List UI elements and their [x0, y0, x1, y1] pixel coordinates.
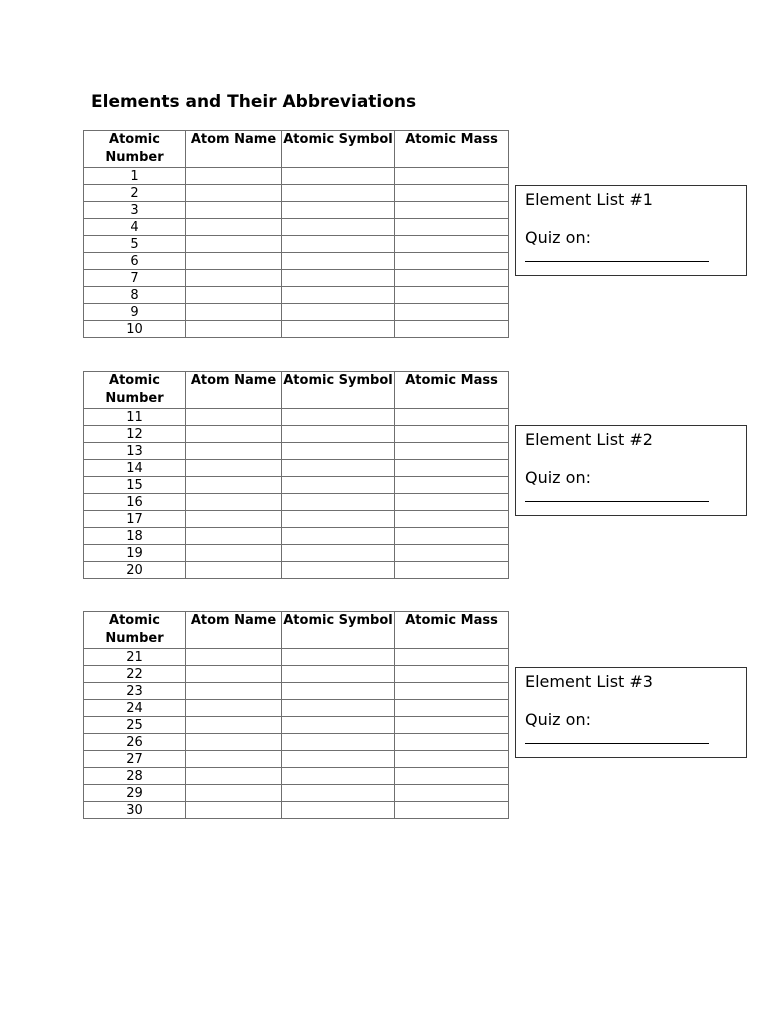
atomic-symbol-cell[interactable] [282, 768, 395, 785]
quiz-date-blank-line[interactable] [525, 743, 709, 744]
atomic-symbol-cell[interactable] [282, 802, 395, 819]
atomic-mass-cell[interactable] [395, 270, 509, 287]
atomic-number-cell: 25 [84, 717, 186, 734]
atomic-symbol-cell[interactable] [282, 649, 395, 666]
atom-name-cell[interactable] [186, 287, 282, 304]
table-row [84, 236, 509, 253]
atom-name-cell[interactable] [186, 477, 282, 494]
atomic-symbol-cell[interactable] [282, 683, 395, 700]
atomic-mass-cell[interactable] [395, 562, 509, 579]
col-header-atom-name: Atom Name [186, 612, 282, 649]
atomic-symbol-cell[interactable] [282, 185, 395, 202]
atomic-symbol-cell[interactable] [282, 562, 395, 579]
atomic-number-cell: 14 [84, 460, 186, 477]
col-header-atomic-mass: Atomic Mass [395, 372, 509, 409]
atomic-symbol-cell[interactable] [282, 287, 395, 304]
atomic-number-cell: 29 [84, 785, 186, 802]
atom-name-cell[interactable] [186, 409, 282, 426]
col-header-atomic-mass: Atomic Mass [395, 131, 509, 168]
atomic-number-cell: 21 [84, 649, 186, 666]
atomic-number-cell: 5 [84, 236, 186, 253]
atomic-mass-cell[interactable] [395, 751, 509, 768]
table-header-row [84, 372, 509, 409]
atom-name-cell[interactable] [186, 666, 282, 683]
atomic-symbol-cell[interactable] [282, 545, 395, 562]
atomic-mass-cell[interactable] [395, 717, 509, 734]
atomic-mass-cell[interactable] [395, 460, 509, 477]
col-header-atomic-number: Atomic Number [84, 612, 186, 649]
table-row [84, 768, 509, 785]
atom-name-cell[interactable] [186, 219, 282, 236]
table-row [84, 477, 509, 494]
table-row [84, 168, 509, 185]
table-row [84, 683, 509, 700]
table-row [84, 649, 509, 666]
atomic-symbol-cell[interactable] [282, 304, 395, 321]
atomic-mass-cell[interactable] [395, 443, 509, 460]
atom-name-cell[interactable] [186, 443, 282, 460]
atomic-mass-cell[interactable] [395, 802, 509, 819]
atomic-number-cell: 11 [84, 409, 186, 426]
atomic-mass-cell[interactable] [395, 236, 509, 253]
atomic-symbol-cell[interactable] [282, 700, 395, 717]
atom-name-cell[interactable] [186, 802, 282, 819]
atomic-number-cell: 3 [84, 202, 186, 219]
table-row [84, 443, 509, 460]
page-title: Elements and Their Abbreviations [91, 92, 417, 112]
quiz-box-2 [515, 425, 747, 516]
table-row [84, 528, 509, 545]
atomic-symbol-cell[interactable] [282, 477, 395, 494]
table-row [84, 751, 509, 768]
element-list-label: Element List #1 [525, 190, 653, 209]
atom-name-cell[interactable] [186, 562, 282, 579]
atomic-mass-cell[interactable] [395, 649, 509, 666]
atomic-mass-cell[interactable] [395, 734, 509, 751]
table-row [84, 734, 509, 751]
table-row [84, 460, 509, 477]
quiz-on-label: Quiz on: [525, 228, 591, 247]
atomic-symbol-cell[interactable] [282, 253, 395, 270]
col-header-atom-name: Atom Name [186, 131, 282, 168]
atomic-number-cell: 12 [84, 426, 186, 443]
table-row [84, 700, 509, 717]
table-row [84, 511, 509, 528]
atomic-mass-cell[interactable] [395, 321, 509, 338]
table-row [84, 219, 509, 236]
atom-name-cell[interactable] [186, 236, 282, 253]
atomic-mass-cell[interactable] [395, 253, 509, 270]
atomic-symbol-cell[interactable] [282, 666, 395, 683]
atom-name-cell[interactable] [186, 168, 282, 185]
atom-name-cell[interactable] [186, 734, 282, 751]
atomic-number-cell: 17 [84, 511, 186, 528]
table-header-row [84, 131, 509, 168]
element-list-label: Element List #2 [525, 430, 653, 449]
atom-name-cell[interactable] [186, 717, 282, 734]
atom-name-cell[interactable] [186, 511, 282, 528]
atomic-number-cell: 30 [84, 802, 186, 819]
atomic-mass-cell[interactable] [395, 683, 509, 700]
atom-name-cell[interactable] [186, 768, 282, 785]
atomic-mass-cell[interactable] [395, 477, 509, 494]
atom-name-cell[interactable] [186, 253, 282, 270]
table-row [84, 666, 509, 683]
col-header-atomic-mass: Atomic Mass [395, 612, 509, 649]
quiz-box-1 [515, 185, 747, 276]
atomic-number-cell: 1 [84, 168, 186, 185]
quiz-on-label: Quiz on: [525, 468, 591, 487]
atomic-number-cell: 16 [84, 494, 186, 511]
atomic-symbol-cell[interactable] [282, 460, 395, 477]
atomic-mass-cell[interactable] [395, 528, 509, 545]
col-header-atomic-symbol: Atomic Symbol [282, 612, 395, 649]
col-header-atomic-number: Atomic Number [84, 131, 186, 168]
table-row [84, 494, 509, 511]
atomic-number-cell: 19 [84, 545, 186, 562]
atom-name-cell[interactable] [186, 460, 282, 477]
atomic-mass-cell[interactable] [395, 700, 509, 717]
atom-name-cell[interactable] [186, 785, 282, 802]
col-header-atomic-symbol: Atomic Symbol [282, 131, 395, 168]
quiz-box-3 [515, 667, 747, 758]
atom-name-cell[interactable] [186, 321, 282, 338]
atomic-symbol-cell[interactable] [282, 168, 395, 185]
atomic-symbol-cell[interactable] [282, 321, 395, 338]
atom-name-cell[interactable] [186, 494, 282, 511]
element-table-1 [83, 130, 509, 338]
atomic-number-cell: 13 [84, 443, 186, 460]
table-row [84, 802, 509, 819]
atom-name-cell[interactable] [186, 304, 282, 321]
atomic-mass-cell[interactable] [395, 304, 509, 321]
atomic-number-cell: 15 [84, 477, 186, 494]
atomic-mass-cell[interactable] [395, 202, 509, 219]
element-list-label: Element List #3 [525, 672, 653, 691]
quiz-date-blank-line[interactable] [525, 501, 709, 502]
atomic-mass-cell[interactable] [395, 409, 509, 426]
atom-name-cell[interactable] [186, 528, 282, 545]
atomic-number-cell: 20 [84, 562, 186, 579]
atomic-number-cell: 7 [84, 270, 186, 287]
atomic-symbol-cell[interactable] [282, 511, 395, 528]
table-row [84, 409, 509, 426]
atomic-number-cell: 23 [84, 683, 186, 700]
table-row [84, 562, 509, 579]
atomic-mass-cell[interactable] [395, 768, 509, 785]
atomic-symbol-cell[interactable] [282, 443, 395, 460]
atomic-symbol-cell[interactable] [282, 751, 395, 768]
atomic-mass-cell[interactable] [395, 185, 509, 202]
atomic-number-cell: 4 [84, 219, 186, 236]
atomic-mass-cell[interactable] [395, 545, 509, 562]
atomic-symbol-cell[interactable] [282, 219, 395, 236]
table-row [84, 287, 509, 304]
atom-name-cell[interactable] [186, 185, 282, 202]
table-row [84, 785, 509, 802]
atom-name-cell[interactable] [186, 270, 282, 287]
table-row [84, 426, 509, 443]
atomic-mass-cell[interactable] [395, 219, 509, 236]
quiz-on-label: Quiz on: [525, 710, 591, 729]
atomic-mass-cell[interactable] [395, 494, 509, 511]
atomic-symbol-cell[interactable] [282, 717, 395, 734]
table-row [84, 321, 509, 338]
atomic-number-cell: 2 [84, 185, 186, 202]
atom-name-cell[interactable] [186, 545, 282, 562]
element-table-3 [83, 611, 509, 819]
atomic-symbol-cell[interactable] [282, 528, 395, 545]
atomic-number-cell: 9 [84, 304, 186, 321]
col-header-atom-name: Atom Name [186, 372, 282, 409]
atomic-number-cell: 26 [84, 734, 186, 751]
atomic-mass-cell[interactable] [395, 426, 509, 443]
atomic-mass-cell[interactable] [395, 168, 509, 185]
atomic-number-cell: 6 [84, 253, 186, 270]
atomic-symbol-cell[interactable] [282, 270, 395, 287]
table-row [84, 717, 509, 734]
atomic-symbol-cell[interactable] [282, 409, 395, 426]
atomic-number-cell: 8 [84, 287, 186, 304]
atomic-number-cell: 22 [84, 666, 186, 683]
atomic-number-cell: 28 [84, 768, 186, 785]
atomic-symbol-cell[interactable] [282, 426, 395, 443]
atomic-symbol-cell[interactable] [282, 202, 395, 219]
table-row [84, 253, 509, 270]
table-row [84, 545, 509, 562]
atomic-symbol-cell[interactable] [282, 785, 395, 802]
atomic-number-cell: 10 [84, 321, 186, 338]
atomic-mass-cell[interactable] [395, 511, 509, 528]
atomic-symbol-cell[interactable] [282, 494, 395, 511]
quiz-date-blank-line[interactable] [525, 261, 709, 262]
atom-name-cell[interactable] [186, 700, 282, 717]
atomic-mass-cell[interactable] [395, 666, 509, 683]
atomic-number-cell: 24 [84, 700, 186, 717]
atom-name-cell[interactable] [186, 649, 282, 666]
atomic-symbol-cell[interactable] [282, 236, 395, 253]
atomic-number-cell: 27 [84, 751, 186, 768]
table-row [84, 185, 509, 202]
atomic-mass-cell[interactable] [395, 287, 509, 304]
table-row [84, 304, 509, 321]
table-row [84, 202, 509, 219]
table-header-row [84, 612, 509, 649]
atom-name-cell[interactable] [186, 426, 282, 443]
atomic-number-cell: 18 [84, 528, 186, 545]
atomic-mass-cell[interactable] [395, 785, 509, 802]
element-table-2 [83, 371, 509, 579]
atom-name-cell[interactable] [186, 683, 282, 700]
atom-name-cell[interactable] [186, 202, 282, 219]
col-header-atomic-symbol: Atomic Symbol [282, 372, 395, 409]
table-row [84, 270, 509, 287]
col-header-atomic-number: Atomic Number [84, 372, 186, 409]
atom-name-cell[interactable] [186, 751, 282, 768]
atomic-symbol-cell[interactable] [282, 734, 395, 751]
